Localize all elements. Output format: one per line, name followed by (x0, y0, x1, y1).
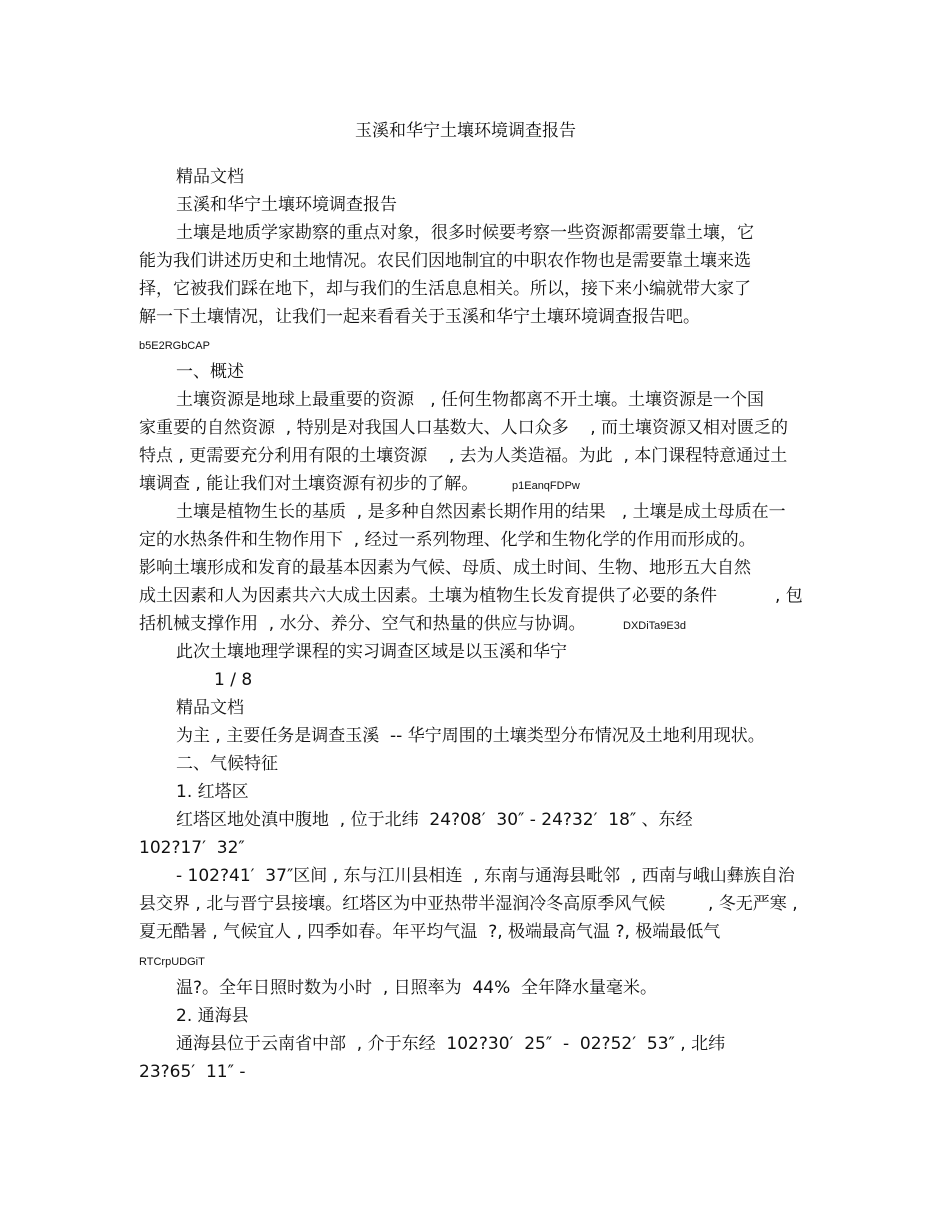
watermark-code: p1EanqFDPw (512, 480, 580, 492)
paragraph-line: 县交界 , 北与晋宁县接壤。红塔区为中亚热带半湿润冷冬高原季风气候 (139, 894, 666, 914)
paragraph-line: 土壤资源是地球上最重要的资源 , 任何生物都离不开土壤。土壤资源是一个国 (176, 390, 765, 410)
paragraph-line: - 102?41′ 37″区间 , 东与江川县相连 , 东南与通海县毗邻 , 西南与峨山彝族自治 (176, 866, 795, 886)
paragraph-line: 为主 , 主要任务是调查玉溪 -- 华宁周围的土壤类型分布情况及土地利用现状。 (176, 726, 765, 746)
page-title: 玉溪和华宁土壤环境调查报告 (355, 121, 576, 141)
paragraph-line: 成土因素和人为因素共六大成土因素。土壤为植物生长发育提供了必要的条件 (139, 586, 717, 606)
watermark-code: b5E2RGbCAP (139, 340, 210, 352)
paragraph-line: 择，它被我们踩在地下，却与我们的生活息息相关。所以，接下来小编就带大家了 (139, 279, 751, 299)
paragraph-line: 土壤是植物生长的基质 , 是多种自然因素长期作用的结果 , 土壤是成土母质在一 (176, 502, 786, 522)
paragraph-line: 家重要的自然资源 , 特别是对我国人口基数大、人口众多 , 而土壤资源又相对匮乏的 (139, 418, 789, 438)
header-label: 精品文档 (176, 698, 244, 718)
subsection-heading: 1. 红塔区 (176, 782, 249, 802)
paragraph-line: 此次土壤地理学课程的实习调查区域是以玉溪和华宁 (176, 642, 567, 662)
paragraph-line: , 冬无严寒 , (708, 894, 798, 914)
header-label: 精品文档 (176, 167, 244, 187)
section-heading: 二、气候特征 (176, 754, 278, 774)
paragraph-line: 102?17′ 32″ (139, 838, 245, 858)
watermark-code: DXDiTa9E3d (623, 620, 686, 632)
paragraph-line: , 包 (775, 586, 803, 606)
paragraph-line: 影响土壤形成和发育的最基本因素为气候、母质、成土时间、生物、地形五大自然 (139, 558, 751, 578)
paragraph-line: 特点 , 更需要充分利用有限的土壤资源 , 去为人类造福。为此 , 本门课程特意通过土 (139, 446, 788, 466)
subsection-heading: 2. 通海县 (176, 1006, 249, 1026)
section-heading: 一、概述 (176, 362, 244, 382)
paragraph-line: 能为我们讲述历史和土地情况。农民们因地制宜的中职农作物也是需要靠土壤来选 (139, 251, 751, 271)
watermark-code: RTCrpUDGiT (139, 956, 205, 968)
paragraph-line: 土壤是地质学家勘察的重点对象，很多时候要考察一些资源都需要靠土壤，它 (176, 223, 754, 243)
paragraph-line: 23?65′ 11″ - (139, 1062, 246, 1082)
paragraph-line: 定的水热条件和生物作用下 , 经过一系列物理、化学和生物化学的作用而形成的。 (139, 530, 756, 550)
paragraph-line: 壤调查 , 能让我们对土壤资源有初步的了解。 (139, 474, 479, 494)
paragraph-line: 夏无酷暑 , 气候宜人 , 四季如春。年平均气温 ?, 极端最高气温 ?, 极端最低气 (139, 922, 721, 942)
paragraph-line: 通海县位于云南省中部 , 介于东经 102?30′ 25″ - 02?52′ 53″ , 北纬 (176, 1034, 726, 1054)
paragraph-line: 解一下土壤情况，让我们一起来看看关于玉溪和华宁土壤环境调查报告吧。 (139, 307, 700, 327)
page-number: 1 / 8 (214, 670, 253, 690)
paragraph-line: 温?。全年日照时数为小时 , 日照率为 44% 全年降水量毫米。 (176, 978, 658, 998)
paragraph-line: 括机械支撑作用 , 水分、养分、空气和热量的供应与协调。 (139, 614, 586, 634)
paragraph-line: 红塔区地处滇中腹地 , 位于北纬 24?08′ 30″ - 24?32′ 18″ 、东经 (176, 810, 693, 830)
doc-heading: 玉溪和华宁土壤环境调查报告 (176, 195, 397, 215)
